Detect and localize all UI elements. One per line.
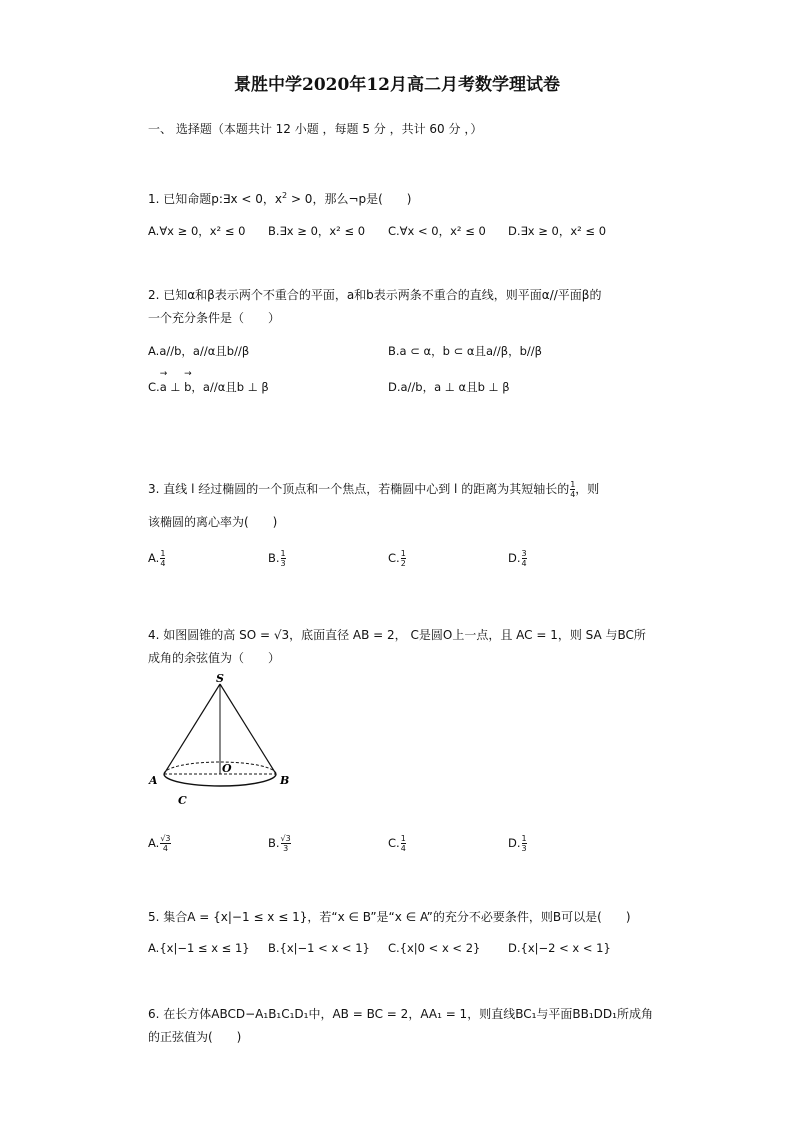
question-1-stem (148, 190, 411, 207)
q4-option-c[interactable] (388, 834, 406, 853)
q3-stem-part: 3. 直线 l 经过椭圆的一个顶点和一个焦点，若椭圆中心到 l 的距离为其短轴长的 (148, 482, 570, 496)
q1-stem-part: > 0，那么¬p是( ) (287, 192, 412, 206)
page-title: 景胜中学2020年12月高二月考数学理试卷 (234, 75, 560, 95)
question-4-line2: 成角的余弦值为（ ） (148, 651, 281, 665)
q4-stem-part: 4. 如图圆锥的高 SO = (148, 628, 274, 642)
question-3-line2: 该椭圆的离心率为( ) (148, 515, 278, 529)
label-c: C (178, 794, 187, 807)
q3-option-b[interactable] (268, 549, 286, 568)
q4-option-a[interactable] (148, 834, 171, 853)
option-fraction (401, 834, 406, 853)
q2-option-d[interactable]: D.a//b，a ⊥ α且b ⊥ β (388, 380, 510, 394)
frac-numerator: 1 (280, 549, 286, 558)
cone-edge-sb (220, 684, 276, 774)
cone-diagram (140, 670, 290, 810)
label-a: A (149, 774, 158, 787)
option-label: B. (268, 836, 280, 850)
q2-option-c-rest: ，a//α且b ⊥ β (191, 380, 269, 394)
cone-base-front-arc (164, 774, 276, 786)
label-b: B (280, 774, 290, 787)
q2-option-c[interactable] (148, 369, 269, 395)
vector-b-label: b (184, 380, 192, 394)
frac-denominator: 4 (400, 844, 406, 853)
question-6-line1: 6. 在长方体ABCD−A₁B₁C₁D₁中，AB = BC = 2，AA₁ = 1，则直线BC₁与平面BB₁DD₁所成角 (148, 1007, 653, 1021)
vector-arrow-icon: → (159, 369, 168, 379)
frac-numerator: 1 (521, 834, 527, 843)
option-fraction (281, 834, 291, 853)
question-4-line1 (148, 626, 646, 643)
q3-stem-part: ，则 (575, 482, 600, 496)
frac-denominator: 4 (160, 843, 170, 853)
label-s: S (216, 672, 224, 685)
q3-option-c[interactable] (388, 549, 406, 568)
q1-option-c[interactable]: C.∀x < 0，x² ≤ 0 (388, 224, 486, 238)
frac-numerator: 3 (521, 549, 527, 558)
question-3-line1 (148, 480, 599, 499)
q1-option-b[interactable]: B.∃x ≥ 0，x² ≤ 0 (268, 224, 366, 238)
question-2-line2: 一个充分条件是（ ） (148, 311, 281, 325)
frac-denominator: 3 (281, 843, 291, 853)
q2-option-c-prefix: C. (148, 380, 160, 394)
vector-arrow-icon: → (184, 369, 192, 379)
frac-numerator: √3 (280, 834, 291, 843)
frac-numerator: 1 (160, 549, 166, 558)
option-fraction (522, 549, 527, 568)
q3-option-a[interactable] (148, 549, 165, 568)
q4-stem-part: ，底面直径 AB = 2， C是圆O上一点，且 AC = 1，则 SA 与BC所 (289, 628, 646, 642)
frac-denominator: 4 (160, 559, 166, 568)
q5-option-b[interactable]: B.{x|−1 < x < 1} (268, 941, 370, 955)
option-label: B. (268, 551, 280, 565)
option-fraction (160, 834, 170, 853)
option-label: C. (388, 836, 400, 850)
frac-denominator: 4 (570, 490, 576, 499)
q5-option-d[interactable]: D.{x|−2 < x < 1} (508, 941, 611, 955)
question-6-line2: 的正弦值为( ) (148, 1030, 242, 1044)
frac-numerator: 1 (400, 834, 406, 843)
frac-denominator: 4 (521, 559, 527, 568)
q1-stem-part: 1. 已知命题p:∃x < 0，x (148, 192, 283, 206)
frac-numerator: √3 (160, 834, 171, 843)
section-heading: 一、 选择题（本题共计 12 小题 ，每题 5 分 ，共计 60 分 ，） (148, 122, 483, 136)
option-fraction (160, 549, 165, 568)
q5-option-a[interactable]: A.{x|−1 ≤ x ≤ 1} (148, 941, 250, 955)
q1-exponent: 2 (282, 191, 288, 200)
option-label: D. (508, 836, 521, 850)
option-fraction (281, 549, 286, 568)
option-label: A. (148, 836, 160, 850)
cone-edge-sa (164, 684, 220, 774)
perp-symbol: ⊥ (166, 380, 185, 394)
sqrt-three: √3 (273, 628, 290, 642)
option-label: A. (148, 551, 160, 565)
frac-denominator: 3 (521, 844, 527, 853)
q1-option-a[interactable]: A.∀x ≥ 0，x² ≤ 0 (148, 224, 246, 238)
q2-option-b[interactable]: B.a ⊂ α，b ⊂ α且a//β，b//β (388, 344, 542, 358)
question-5-stem: 5. 集合A = {x|−1 ≤ x ≤ 1}，若“x ∈ B”是“x ∈ A”的充分不必要条件，则B可以是( ) (148, 910, 631, 924)
frac-denominator: 3 (280, 559, 286, 568)
frac-numerator: 1 (570, 480, 576, 489)
option-label: C. (388, 551, 400, 565)
vector-a-label: a (159, 380, 167, 394)
frac-denominator: 2 (400, 559, 406, 568)
frac-numerator: 1 (400, 549, 406, 558)
q4-option-b[interactable] (268, 834, 291, 853)
label-o: O (222, 762, 232, 775)
question-2-line1: 2. 已知α和β表示两个不重合的平面，a和b表示两条不重合的直线，则平面α//平面β的 (148, 288, 602, 302)
q5-option-c[interactable]: C.{x|0 < x < 2} (388, 941, 481, 955)
vector-b (184, 369, 192, 394)
q3-option-d[interactable] (508, 549, 527, 568)
option-fraction (522, 834, 527, 853)
q4-option-d[interactable] (508, 834, 527, 853)
q2-option-a[interactable]: A.a//b，a//α且b//β (148, 344, 250, 358)
option-fraction (401, 549, 406, 568)
q1-option-d[interactable]: D.∃x ≥ 0，x² ≤ 0 (508, 224, 607, 238)
option-label: D. (508, 551, 521, 565)
vector-a (159, 369, 168, 394)
